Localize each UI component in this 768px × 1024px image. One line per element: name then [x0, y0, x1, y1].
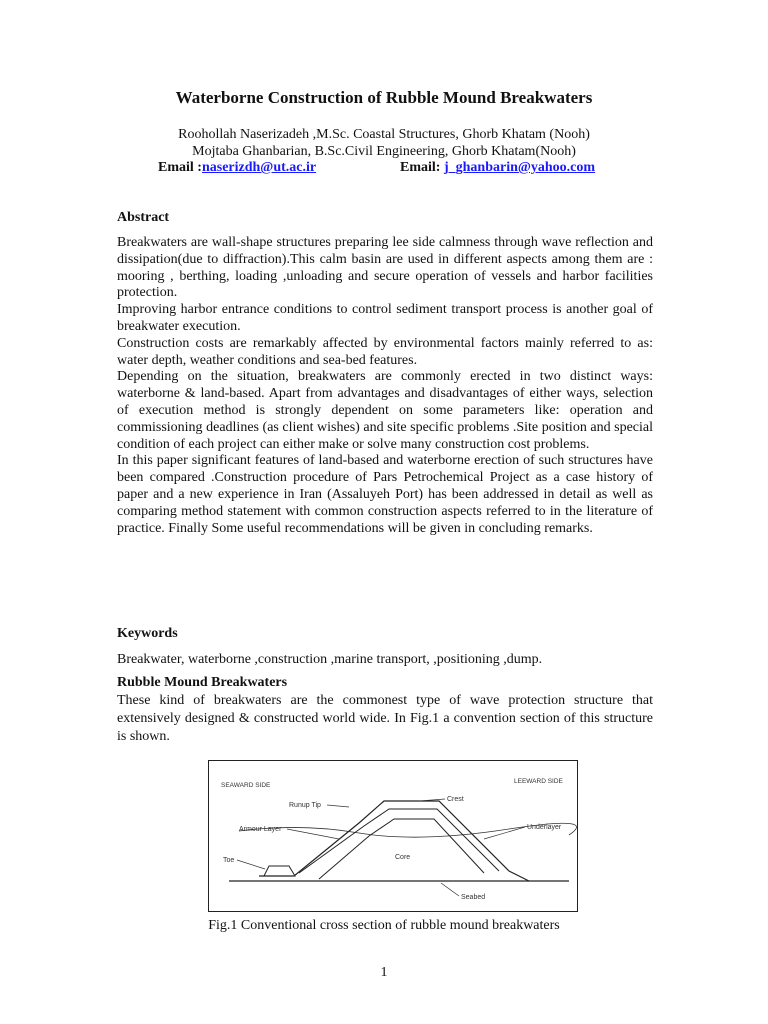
abstract-paragraph: In this paper significant features of land-based and waterborne erection of such structures have been compared .Construction procedure of Pars Petrochemical Project as a case history of paper and a new experience in Iran (Assaluyeh Port) has been addressed in detail as well as comparing method statement with common construction aspects referred to in the literature of practice. Finally Some useful recommendations will be given in concluding remarks. [117, 453, 653, 536]
label-core: Core [395, 854, 411, 861]
paper-title: Waterborne Construction of Rubble Mound Breakwaters [175, 88, 593, 107]
rubble-heading: Rubble Mound Breakwaters [117, 675, 288, 690]
label-underlayer: Underlayer [527, 824, 562, 831]
figure-1 [208, 760, 578, 912]
label-crest: Crest [447, 796, 464, 803]
email-label-1: Email : [158, 160, 202, 175]
abstract-paragraph: Improving harbor entrance conditions to control sediment transport process is another goal of breakwater execution. [117, 302, 653, 334]
rubble-text: These kind of breakwaters are the commonest type of wave protection structure that extensively designed & constructed world wide. In Fig.1 a convention section of this structure is shown. [117, 693, 653, 744]
leader-runup [327, 805, 349, 807]
abstract-paragraph: Depending on the situation, breakwaters are commonly erected in two distinct ways: waterborne & land-based. Apart from advantages and disadvantages of either ways, selection of execution method is strongly dependent on some parameters like: operation and commissioning deadlines (as client wishes) and site specific problems .Site position and special condition of each project can either make or solve many construction cost problems. [117, 369, 653, 452]
keywords-heading: Keywords [117, 626, 178, 641]
core-outline [319, 819, 484, 879]
email-label-2: Email: [400, 160, 444, 175]
armour-outline [259, 801, 529, 881]
water-line [239, 823, 577, 837]
author-line-2: Mojtaba Ghanbarian, B.Sc.Civil Engineering, Ghorb Khatam(Nooh) [192, 144, 576, 159]
author-block [0, 126, 768, 160]
leader-underlayer [484, 827, 525, 839]
label-seabed: Seabed [461, 894, 486, 901]
keywords-text: Breakwater, waterborne ,construction ,marine transport, ,positioning ,dump. [117, 652, 543, 667]
label-runup: Runup Tip [289, 802, 321, 809]
label-seaward: SEAWARD SIDE [221, 782, 271, 789]
label-armour: Armour Layer [239, 826, 282, 833]
leader-armour [287, 829, 339, 839]
page-number: 1 [380, 965, 388, 980]
toe-shape [264, 866, 295, 876]
email-block-2 [400, 160, 595, 176]
breakwater-cross-section-diagram [209, 761, 577, 911]
abstract-body [117, 235, 653, 537]
author-line-1: Roohollah Naserizadeh ,M.Sc. Coastal Structures, Ghorb Khatam (Nooh) [178, 127, 590, 142]
abstract-paragraph: Construction costs are remarkably affected by environmental factors mainly referred to as: water depth, weather conditions and sea-bed features. [117, 335, 653, 368]
email-block-1 [158, 160, 316, 176]
email-link-2[interactable]: j_ghanbarin@yahoo.com [443, 160, 596, 175]
figure-caption: Fig.1 Conventional cross section of rubble mound breakwaters [208, 918, 560, 933]
email-link-1[interactable]: naserizdh@ut.ac.ir [201, 160, 317, 175]
abstract-paragraph: Breakwaters are wall-shape structures preparing lee side calmness through wave reflection and dissipation(due to diffraction).This calm basin are used in different aspects among them are : mooring , berthing, loading ,unloading and secure operation of vessels and harbor facilities protection. [117, 235, 653, 301]
label-leeward: LEEWARD SIDE [514, 778, 563, 785]
leader-toe [237, 860, 265, 869]
leader-seabed [441, 883, 459, 896]
abstract-heading: Abstract [117, 210, 170, 225]
label-toe: Toe [223, 857, 235, 864]
